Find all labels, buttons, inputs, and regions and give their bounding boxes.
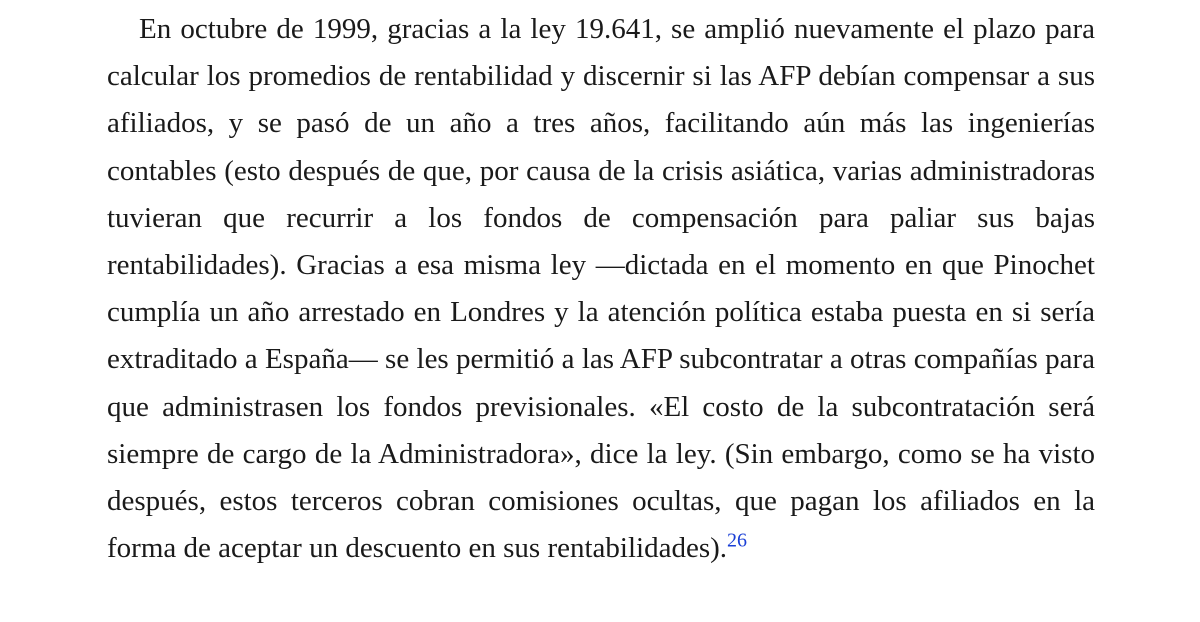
document-page [107,6,1095,572]
footnote-reference-link[interactable]: 26 [727,529,748,552]
body-paragraph [107,6,1095,572]
paragraph-text: En octubre de 1999, gracias a la ley 19.641, se amplió nuevamente el plazo para calcular los promedios de rentabilidad y discernir si las AFP debían compensar a sus afiliados, y se pasó de un año a tres años, facilitando aún más las ingenierías contables (esto después de que, por causa de la crisis asiática, varias administradoras tuvieran que recurrir a los fondos de compensación para paliar sus bajas rentabilidades). Gracias a esa misma ley —dictada en el momento en que Pinochet cumplía un año arrestado en Londres y la atención política estaba puesta en si sería extraditado a España— se les permitió a las AFP subcontratar a otras compañías para que administrasen los fondos previsionales. «El costo de la subcontratación será siempre de cargo de la Administradora», dice la ley. (Sin embargo, como se ha visto después, estos terceros cobran comisiones ocultas, que pagan los afiliados en la forma de aceptar un descuento en sus rentabilidades). [107,13,1095,565]
